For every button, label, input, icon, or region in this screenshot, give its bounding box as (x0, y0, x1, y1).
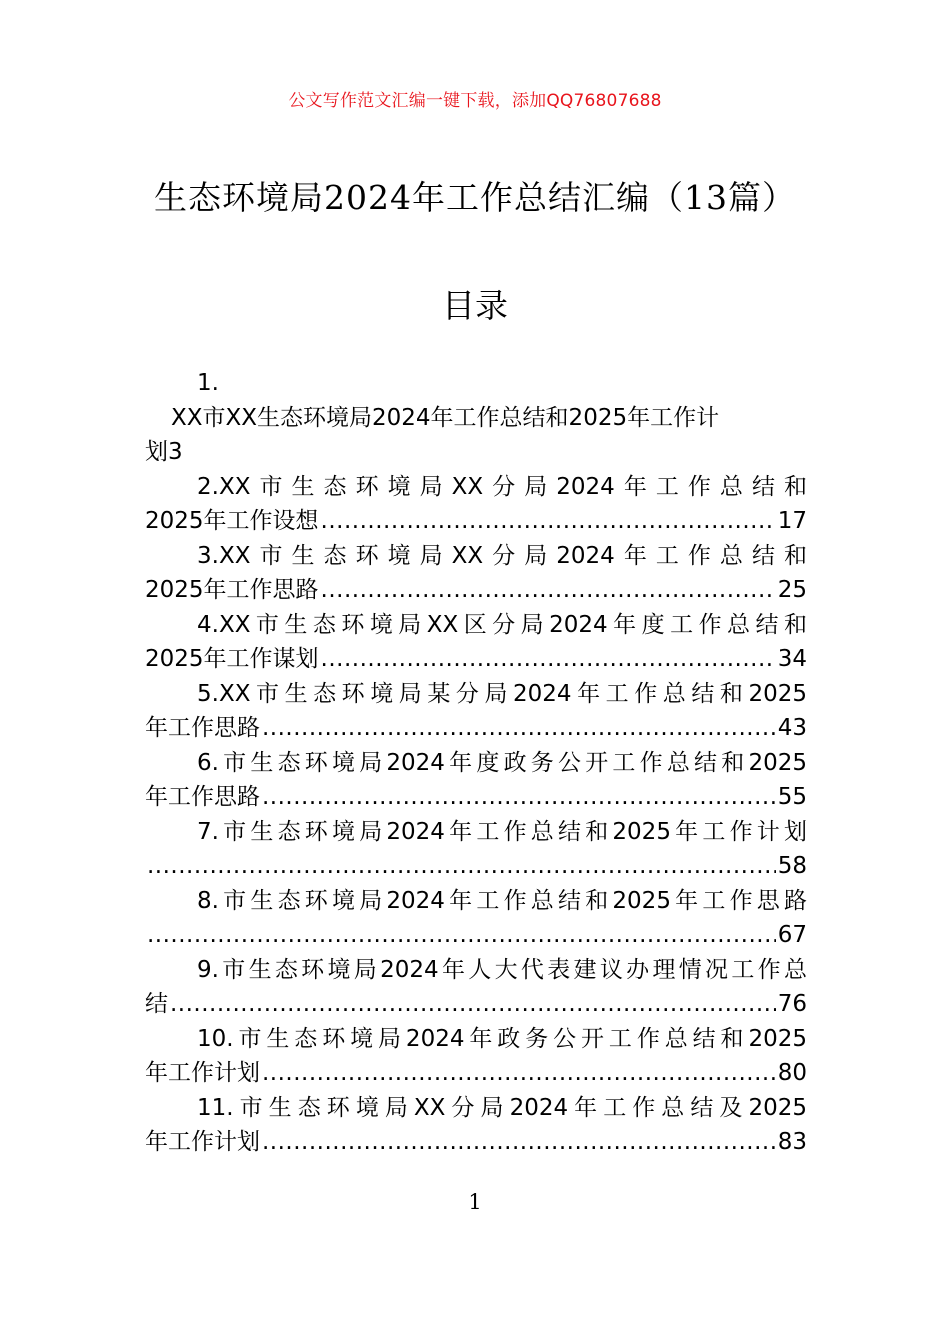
dot-leader (262, 1056, 776, 1091)
toc-entry-leader-line (145, 849, 807, 884)
toc-entry-leader-line (145, 504, 807, 539)
dot-leader (262, 711, 776, 746)
dot-leader (262, 1125, 776, 1160)
toc-entry-title-continued: 结 (145, 991, 168, 1017)
dot-leader (321, 642, 776, 677)
toc-entry-title: 8.市生态环境局2024年工作总结和2025年工作思路 (197, 887, 807, 914)
toc-entry-page: 34 (777, 646, 807, 672)
toc-entry-page: 25 (777, 577, 807, 603)
toc-entry[interactable] (145, 366, 807, 470)
toc-entry-title: 6.市生态环境局2024年度政务公开工作总结和2025 (197, 749, 807, 776)
toc-entry-title-continued: 划3 (145, 439, 183, 465)
toc-entry-title-continued: 2025年工作设想 (145, 508, 319, 534)
toc-entry-title-line (145, 401, 807, 436)
toc-entry-leader-line (145, 1125, 807, 1160)
promo-banner: 公文写作范文汇编一键下载，添加QQ76807688 (288, 91, 662, 111)
table-of-contents (145, 366, 807, 1160)
dot-leader (262, 780, 776, 815)
toc-entry[interactable] (145, 1022, 807, 1091)
dot-leader (147, 849, 776, 884)
toc-entry-title: 7.市生态环境局2024年工作总结和2025年工作计划 (197, 818, 807, 845)
toc-entry-leader-line (145, 987, 807, 1022)
toc-entry-title-continued: 2025年工作思路 (145, 577, 319, 603)
dot-leader (170, 987, 776, 1022)
toc-entry-title: XX市XX生态环境局2024年工作总结和2025年工作计 (171, 404, 720, 431)
toc-entry-leader-line (145, 780, 807, 815)
dot-leader (147, 918, 776, 953)
toc-entry-number: 1. (197, 370, 219, 396)
toc-entry[interactable] (145, 815, 807, 884)
toc-entry[interactable] (145, 677, 807, 746)
toc-entry[interactable] (145, 539, 807, 608)
toc-entry-page: 58 (777, 853, 807, 879)
toc-entry[interactable] (145, 608, 807, 677)
toc-entry[interactable] (145, 953, 807, 1022)
toc-entry[interactable] (145, 1091, 807, 1160)
toc-entry-title-continued: 年工作思路 (145, 784, 260, 810)
toc-entry-page: 55 (777, 784, 807, 810)
toc-entry-title-continued: 年工作计划 (145, 1060, 260, 1086)
toc-entry-title-continued: 2025年工作谋划 (145, 646, 319, 672)
dot-leader (321, 504, 776, 539)
toc-entry[interactable] (145, 746, 807, 815)
toc-entry-leader-line (145, 711, 807, 746)
page-number: 1 (468, 1190, 482, 1214)
toc-entry-leader-line (145, 573, 807, 608)
toc-entry-title: 10.市生态环境局2024年政务公开工作总结和2025 (197, 1025, 807, 1052)
toc-entry-title: 4.XX市生态环境局XX区分局2024年度工作总结和 (197, 611, 807, 638)
toc-entry-leader-line (145, 918, 807, 953)
toc-entry-title: 11.市生态环境局XX分局2024年工作总结及2025 (197, 1094, 807, 1121)
toc-entry-title: 9.市生态环境局2024年人大代表建议办理情况工作总 (197, 956, 807, 983)
toc-entry-title: 5.XX市生态环境局某分局2024年工作总结和2025 (197, 680, 807, 707)
toc-entry-leader-line (145, 642, 807, 677)
toc-entry-page: 80 (777, 1060, 807, 1086)
toc-entry-title-continued: 年工作思路 (145, 715, 260, 741)
dot-leader (321, 573, 776, 608)
toc-entry-title: 3.XX市生态环境局XX分局2024年工作总结和 (197, 542, 807, 569)
toc-entry-title-continued: 年工作计划 (145, 1129, 260, 1155)
toc-entry-page: 43 (777, 715, 807, 741)
toc-entry-page: 76 (777, 991, 807, 1017)
toc-entry[interactable] (145, 470, 807, 539)
toc-entry[interactable] (145, 884, 807, 953)
toc-heading: 目录 (442, 286, 508, 325)
toc-entry-page: 17 (777, 508, 807, 534)
toc-entry-title: 2.XX市生态环境局XX分局2024年工作总结和 (197, 473, 807, 500)
toc-entry-page: 83 (777, 1129, 807, 1155)
toc-entry-page: 67 (777, 922, 807, 948)
toc-entry-leader-line (145, 1056, 807, 1091)
document-title: 生态环境局2024年工作总结汇编（13篇） (154, 178, 796, 217)
